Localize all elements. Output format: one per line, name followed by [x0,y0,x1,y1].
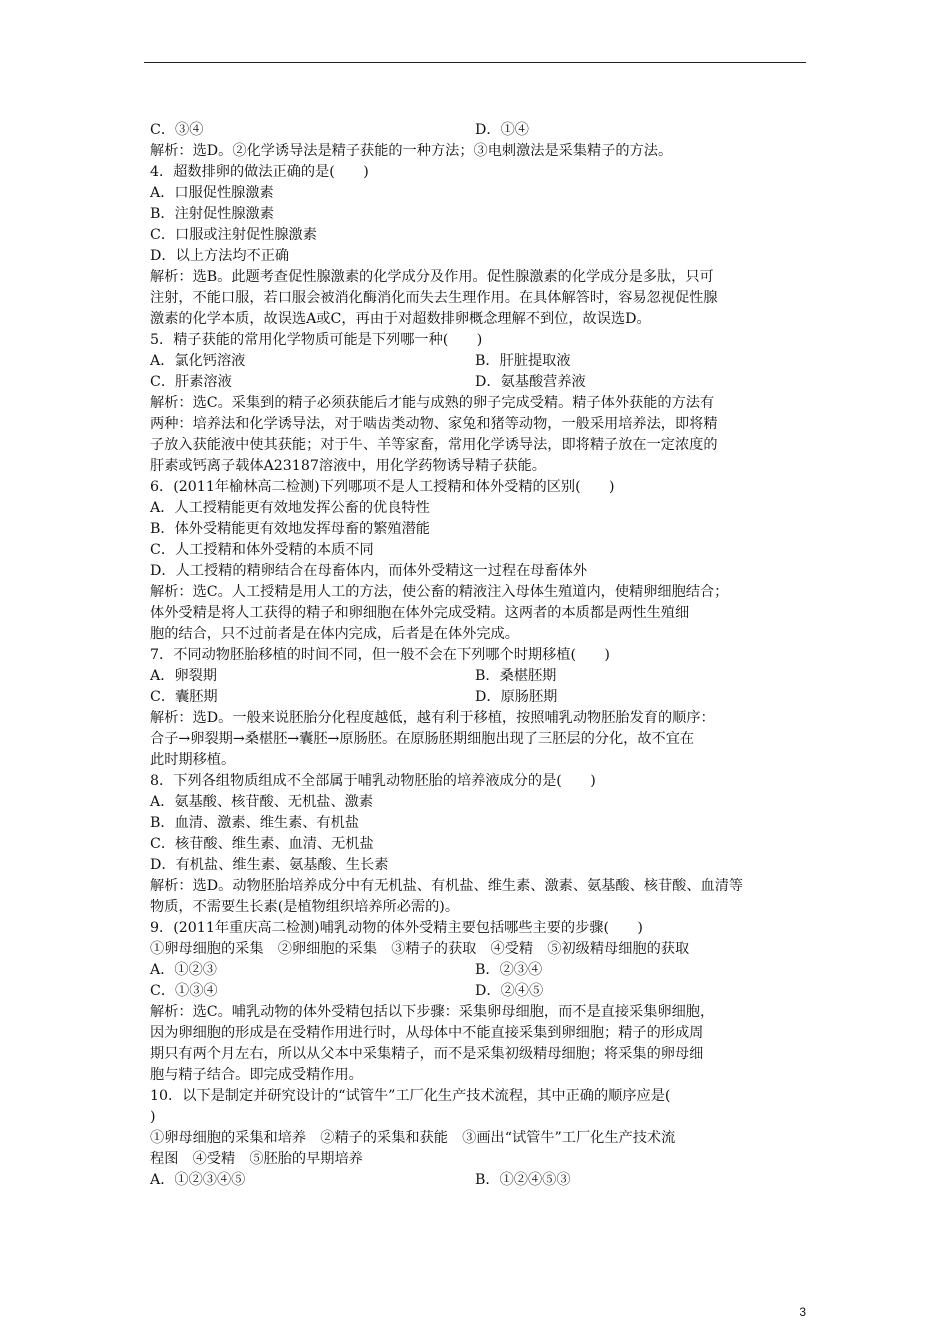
text-line: 体外受精是将人工获得的精子和卵细胞在体外完成受精。这两者的本质都是两性生殖细 [150,605,690,621]
option-row [150,372,800,393]
text-line: 注射，不能口服，若口服会被消化酶消化而失去生理作用。在具体解答时，容易忽视促性腺 [150,290,718,306]
option-text: A．氯化钙溶液 [150,353,246,369]
option-text: D．②④⑤ [475,983,544,999]
text-line: 两种：培养法和化学诱导法，对于啮齿类动物、家兔和猪等动物，一般采用培养法，即将精 [150,416,718,432]
text-line: A．氨基酸、核苷酸、无机盐、激素 [150,794,374,810]
text-line: ①卵母细胞的采集和培养 ②精子的采集和获能 ③画出“试管牛”工厂化生产技术流 [150,1130,676,1146]
text-line: 物质，不需要生长素(是植物组织培养所必需的)。 [150,899,460,915]
text-line: 合子→卵裂期→桑椹胚→囊胚→原肠胚。在原肠胚期细胞出现了三胚层的分化，故不宜在 [150,731,695,747]
text-line: 激素的化学本质，故误选A或C，再由于对超数排卵概念理解不到位，故误选D。 [150,311,651,327]
text-line: 10．以下是制定并研究设计的“试管牛”工厂化生产技术流程，其中正确的顺序应是( [150,1088,671,1104]
text-line: A．口服促性腺激素 [150,185,274,201]
header-rule [144,62,806,63]
page-number: 3 [799,1305,806,1319]
text-line: 解析：选C。哺乳动物的体外受精包括以下步骤：采集卵母细胞，而不是直接采集卵细胞， [150,1004,715,1020]
option-text: D．①④ [475,122,529,138]
option-text: C．囊胚期 [150,689,218,705]
text-line: D．以上方法均不正确 [150,248,290,264]
text-line: 因为卵细胞的形成是在受精作用进行时，从母体中不能直接采集到卵细胞；精子的形成周 [150,1025,704,1041]
option-text: C．①③④ [150,983,218,999]
option-text: B．①②④⑤③ [475,1172,571,1188]
document-body [150,120,800,1191]
text-line: 9．(2011年重庆高二检测)哺乳动物的体外受精主要包括哪些主要的步骤( ) [150,920,643,936]
text-line: C．人工授精和体外受精的本质不同 [150,542,374,558]
text-line: 胞的结合，只不过前者是在体内完成，后者是在体外完成。 [150,626,519,642]
option-row [150,120,800,141]
text-line: 解析：选D。②化学诱导法是精子获能的一种方法；③电刺激法是采集精子的方法。 [150,143,673,159]
option-row [150,1170,800,1191]
text-line: 期只有两个月左右，所以从父本中采集精子，而不是采集初级精母细胞；将采集的卵母细 [150,1046,704,1062]
option-text: C．肝素溶液 [150,374,232,390]
option-text: A．①②③④⑤ [150,1172,246,1188]
option-text: B．肝脏提取液 [475,353,571,369]
text-line: A．人工授精能更有效地发挥公畜的优良特性 [150,500,430,516]
text-line: 解析：选D。一般来说胚胎分化程度越低，越有利于移植，按照哺乳动物胚胎发育的顺序： [150,710,715,726]
text-line: D．人工授精的精卵结合在母畜体内，而体外受精这一过程在母畜体外 [150,563,588,579]
text-line: C．口服或注射促性腺激素 [150,227,317,243]
text-line: D．有机盐、维生素、氨基酸、生长素 [150,857,389,873]
option-row [150,351,800,372]
text-line: 6．(2011年榆林高二检测)下列哪项不是人工授精和体外受精的区别( ) [150,479,615,495]
text-line: 8．下列各组物质组成不全部属于哺乳动物胚胎的培养液成分的是( ) [150,773,596,789]
text-line: 解析：选B。此题考查促性腺激素的化学成分及作用。促性腺激素的化学成分是多肽，只可 [150,269,714,285]
text-line: B．体外受精能更有效地发挥母畜的繁殖潜能 [150,521,430,537]
text-line: C．核苷酸、维生素、血清、无机盐 [150,836,374,852]
option-text: C．③④ [150,122,204,138]
text-line: ) [150,1109,156,1125]
text-line: B．注射促性腺激素 [150,206,274,222]
text-line: 肝素或钙离子载体A23187溶液中，用化学药物诱导精子获能。 [150,458,546,474]
option-text: D．原肠胚期 [475,689,558,705]
text-line: 胞与精子结合。即完成受精作用。 [150,1067,363,1083]
text-line: ①卵母细胞的采集 ②卵细胞的采集 ③精子的获取 ④受精 ⑤初级精母细胞的获取 [150,941,690,957]
text-line: 4．超数排卵的做法正确的是( ) [150,164,369,180]
text-line: 解析：选C。采集到的精子必须获能后才能与成熟的卵子完成受精。精子体外获能的方法有 [150,395,715,411]
option-text: D．氨基酸营养液 [475,374,586,390]
option-text: B．桑椹胚期 [475,668,557,684]
text-line: 7．不同动物胚胎移植的时间不同，但一般不会在下列哪个时期移植( ) [150,647,610,663]
text-line: 子放入获能液中使其获能；对于牛、羊等家畜，常用化学诱导法，即将精子放在一定浓度的 [150,437,718,453]
option-text: A．卵裂期 [150,668,217,684]
option-text: B．②③④ [475,962,543,978]
text-line: 解析：选C。人工授精是用人工的方法，使公畜的精液注入母体生殖道内，使精卵细胞结合； [150,584,729,600]
text-line: 此时期移植。 [150,752,236,768]
option-row [150,960,800,981]
text-line: 解析：选D。动物胚胎培养成分中有无机盐、有机盐、维生素、激素、氨基酸、核苷酸、血清等 [150,878,744,894]
option-row [150,666,800,687]
text-line: 5．精子获能的常用化学物质可能是下列哪一种( ) [150,332,483,348]
option-row [150,981,800,1002]
text-line: B．血清、激素、维生素、有机盐 [150,815,360,831]
option-text: A．①②③ [150,962,217,978]
option-row [150,687,800,708]
text-line: 程图 ④受精 ⑤胚胎的早期培养 [150,1151,363,1167]
